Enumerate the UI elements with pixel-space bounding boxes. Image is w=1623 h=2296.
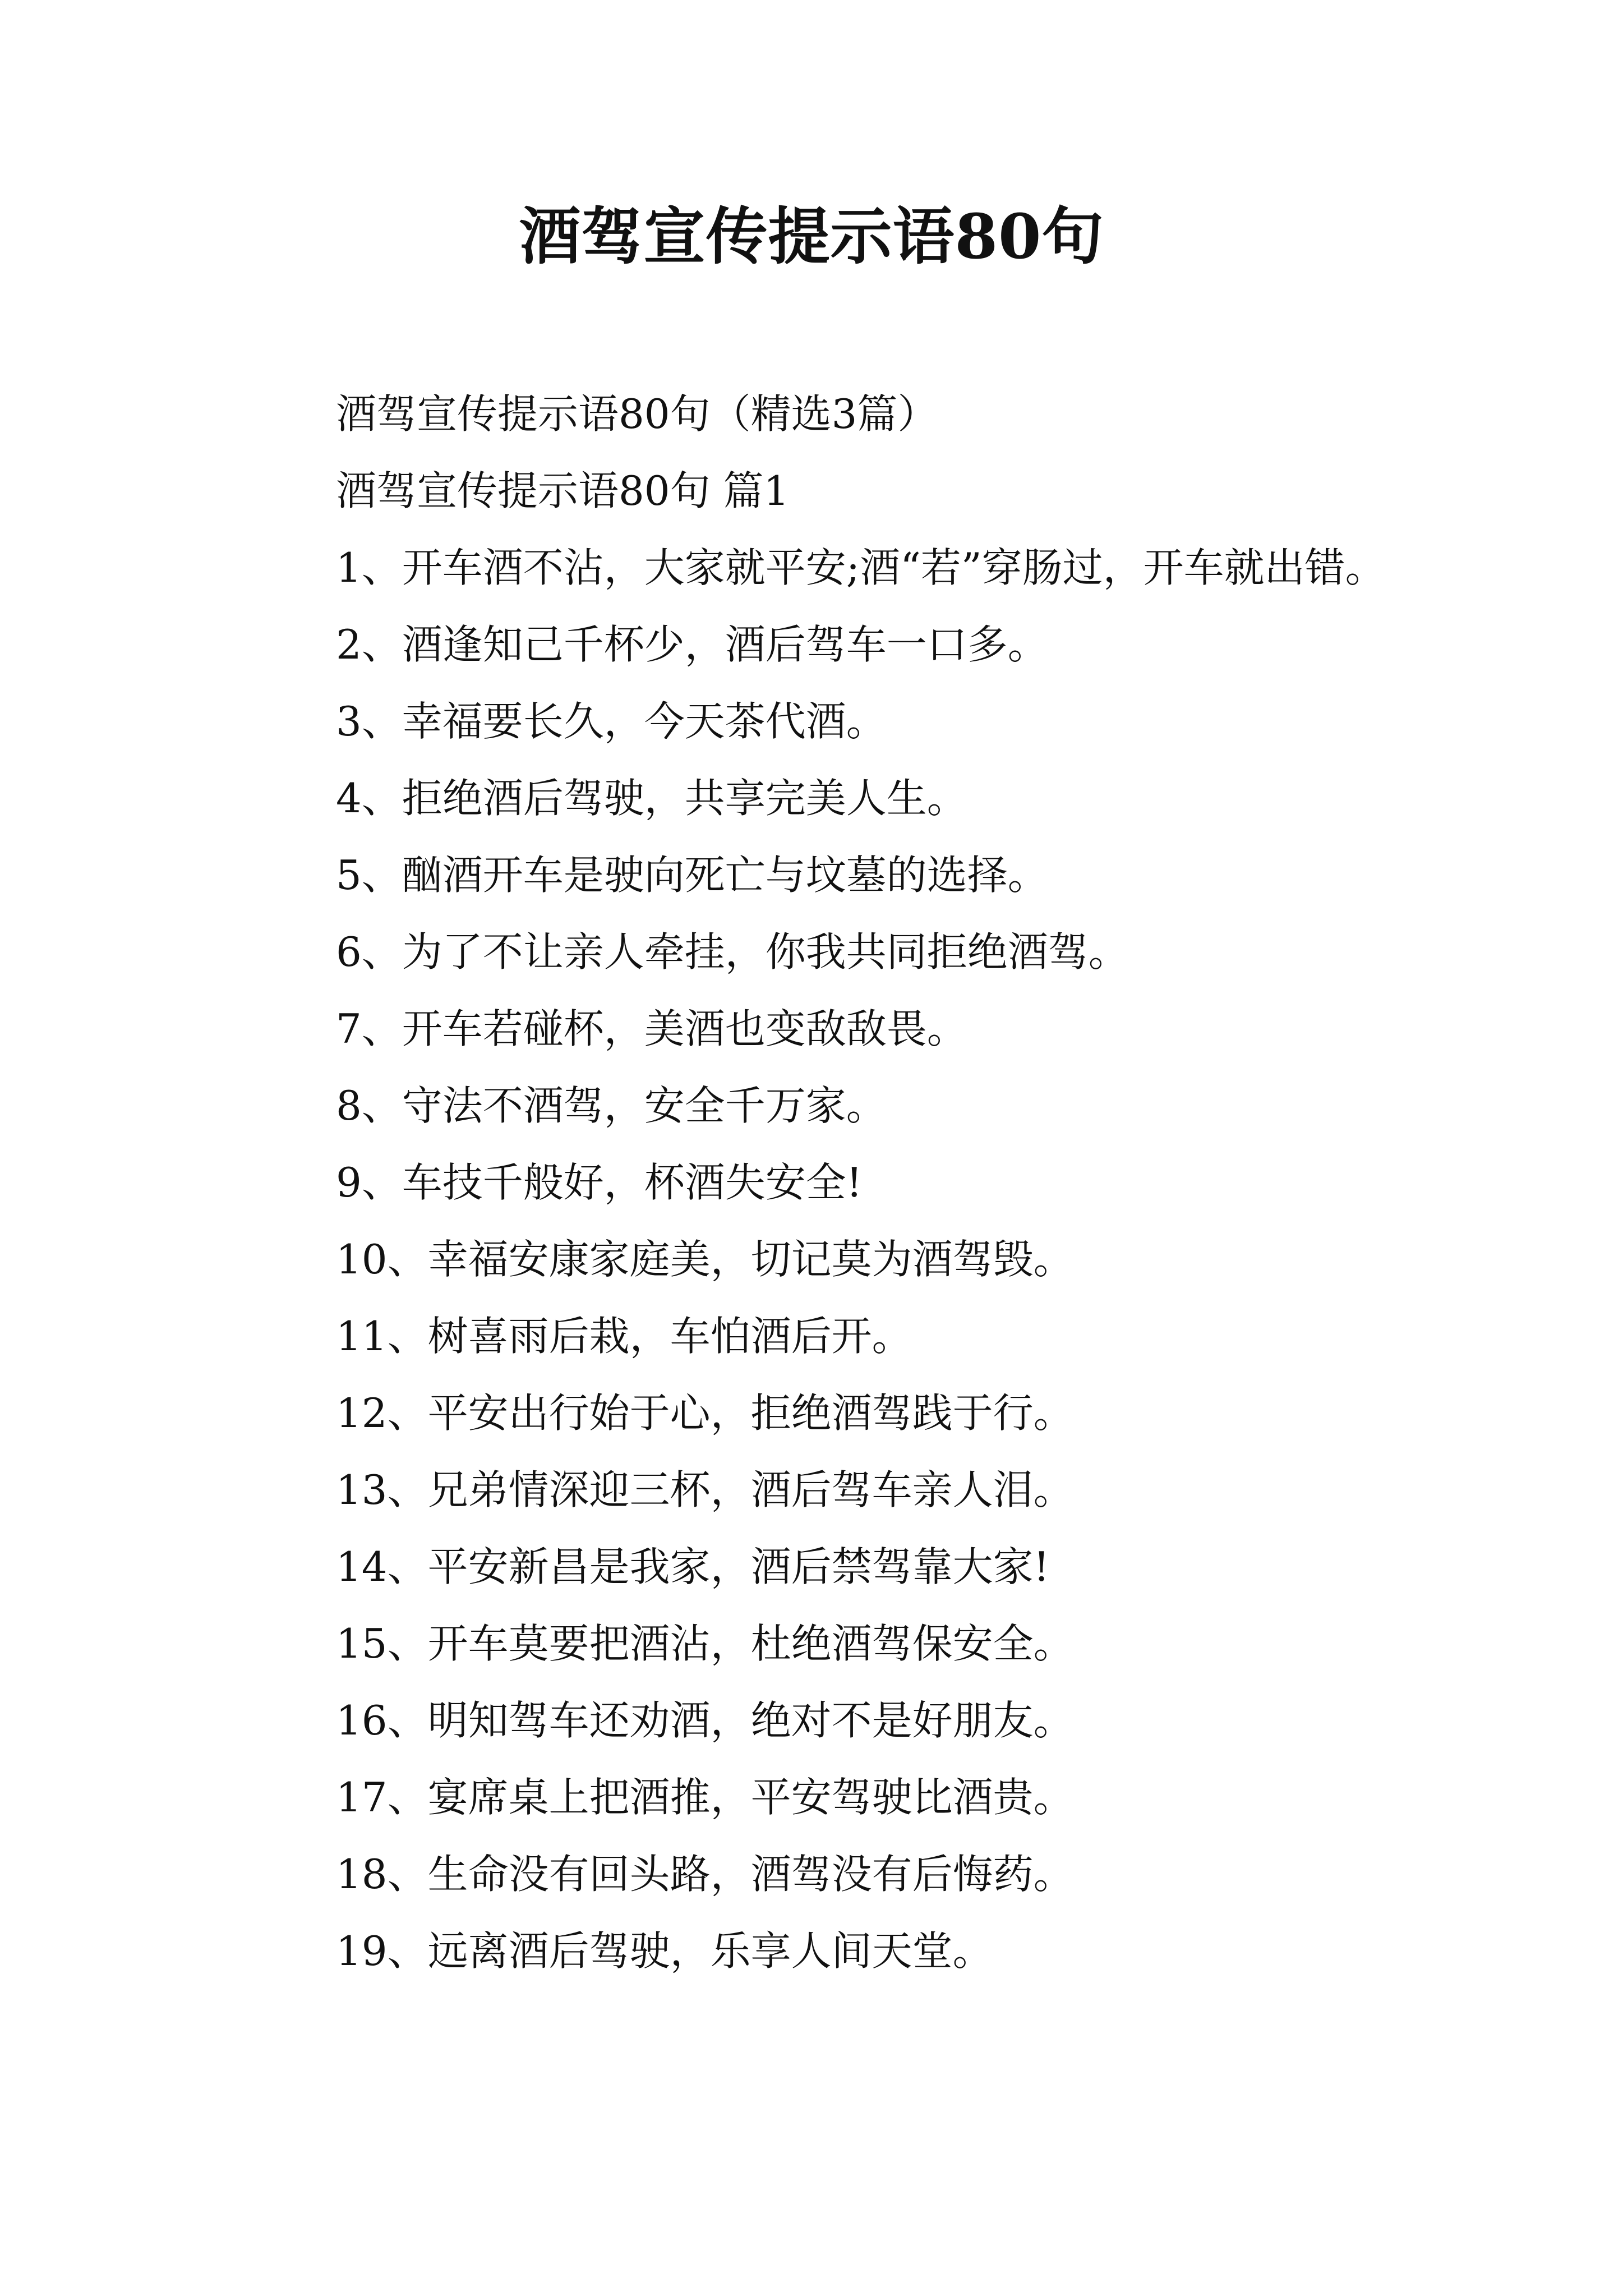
list-item: 14、平安新昌是我家，酒后禁驾靠大家! — [336, 1543, 1050, 1590]
list-item: 18、生命没有回头路，酒驾没有后悔药。 — [336, 1851, 1074, 1898]
document-body — [255, 376, 1394, 1990]
list-item: 10、幸福安康家庭美，切记莫为酒驾毁。 — [336, 1236, 1074, 1283]
list-item: 12、平安出行始于心，拒绝酒驾践于行。 — [336, 1389, 1074, 1437]
list-item: 1、开车酒不沾，大家就平安;酒“若”穿肠过，开车就出错。 — [336, 544, 1386, 591]
list-item: 9、车技千般好，杯酒失安全! — [336, 1159, 863, 1206]
list-item: 16、明知驾车还劝酒，绝对不是好朋友。 — [336, 1697, 1074, 1744]
list-item: 13、兄弟情深迎三杯，酒后驾车亲人泪。 — [336, 1466, 1074, 1513]
list-item: 7、开车若碰杯，美酒也变敌敌畏。 — [336, 1005, 967, 1052]
list-item: 15、开车莫要把酒沾，杜绝酒驾保安全。 — [336, 1620, 1074, 1667]
list-item: 2、酒逢知己千杯少，酒后驾车一口多。 — [336, 621, 1048, 668]
list-item: 11、树喜雨后栽，车怕酒后开。 — [336, 1313, 912, 1360]
list-item: 3、幸福要长久，今天茶代酒。 — [336, 698, 887, 745]
list-item: 17、宴席桌上把酒推，平安驾驶比酒贵。 — [336, 1774, 1074, 1821]
list-item: 19、远离酒后驾驶，乐享人间天堂。 — [336, 1927, 993, 1975]
list-item: 5、酗酒开车是驶向死亡与坟墓的选择。 — [336, 852, 1048, 899]
list-item: 8、守法不酒驾，安全千万家。 — [336, 1082, 887, 1129]
list-item: 6、为了不让亲人牵挂，你我共同拒绝酒驾。 — [336, 928, 1129, 976]
section-heading: 酒驾宣传提示语80句 篇1 — [336, 467, 790, 514]
list-item: 4、拒绝酒后驾驶，共享完美人生。 — [336, 775, 967, 822]
document-title: 酒驾宣传提示语80句 — [519, 200, 1104, 273]
document-subtitle: 酒驾宣传提示语80句（精选3篇） — [336, 390, 938, 438]
